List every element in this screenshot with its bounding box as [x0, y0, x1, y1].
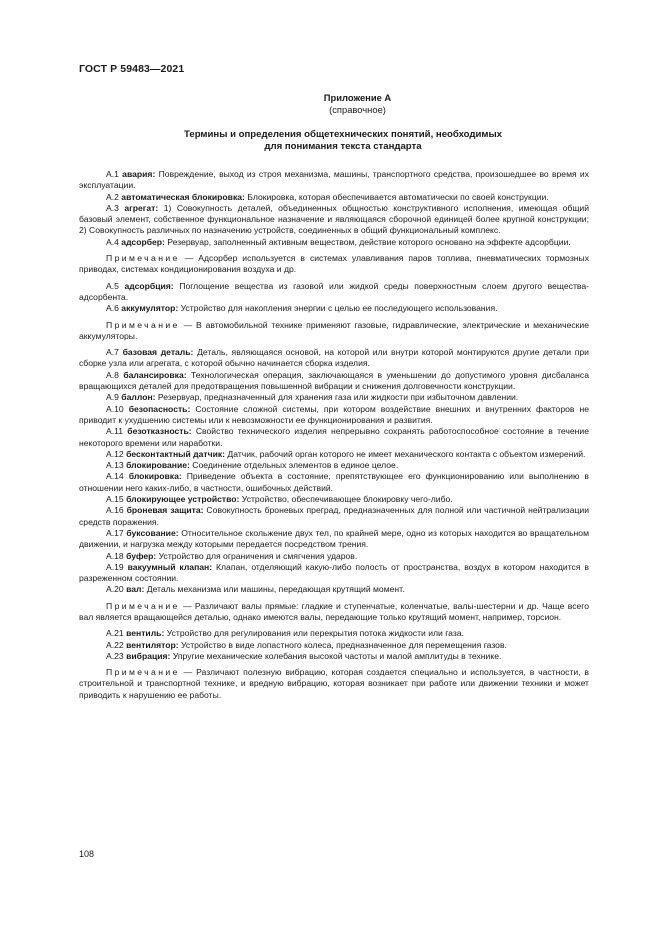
definition-item [79, 651, 589, 662]
page-number: 108 [79, 849, 95, 859]
definition-item [79, 460, 589, 471]
definition-text: Устройство для накопления энергии с целью ее последующего использования. [178, 303, 498, 314]
definition-term: баллон: [121, 392, 156, 403]
definition-number: А.17 [106, 527, 124, 538]
definition-text: Резервуар, предназначенный для хранения газа или жидкости при избыточном давлении. [155, 392, 519, 403]
note-label: Примечание [106, 600, 180, 611]
appendix-title: Приложение А [323, 92, 392, 103]
definition-text: Устройство, обеспечивающее блокировку чего-либо. [239, 494, 453, 505]
definition-text: Повреждение, выход из строя механизма, машины, транспортного средства, произошедшее во время их эксплуатации. [79, 169, 590, 191]
definition-number: А.22 [106, 639, 124, 650]
definition-number: А.1 [106, 169, 119, 179]
definition-text: Поглощение вещества из газовой или жидкой среды поверхностным слоем другого вещества-адсорбента. [79, 280, 590, 302]
definition-term: авария: [122, 169, 156, 179]
definition-term: балансировка: [123, 369, 187, 380]
definition-term: вентиль: [126, 628, 165, 639]
definition-term: автоматическая блокировка: [121, 191, 245, 202]
definition-item [79, 237, 589, 248]
definition-term: вакуумный клапан: [127, 561, 213, 572]
note-label: Примечание [106, 253, 180, 264]
definition-text: Устройство для регулирования или перекрытия потока жидкости или газа. [164, 628, 464, 639]
definition-number: А.16 [106, 505, 124, 516]
definition-term: адсорбер: [121, 236, 165, 247]
definition-term: буксование: [126, 527, 179, 538]
definition-term: вентилятор: [126, 639, 179, 650]
definition-text: Датчик, рабочий орган которого не имеет механического контакта с объектом измерений. [225, 448, 586, 459]
definition-text: Приведение объекта в состояние, препятствующее его функционированию или выполнению в отношении него каких-либо, в частности, ошибочных действий. [79, 471, 589, 493]
definition-number: А.7 [106, 347, 119, 358]
definition-item [79, 303, 589, 314]
note-text: — В автомобильной технике применяют газовые, гидравлические, электрические и механические аккумуляторы. [79, 319, 589, 341]
section-heading [79, 129, 607, 154]
definition-item [79, 640, 589, 651]
definition-number: А.3 [106, 202, 119, 213]
definition-term: буфер: [126, 550, 157, 561]
definition-text: Состояние сложной системы, при котором воздействие внешних и внутренних факторов не приводит к ухудшению системы или к невозможности ее функционирования и развития. [79, 403, 590, 425]
definition-term: базовая деталь: [122, 347, 194, 358]
definition-text: Резервуар, заполненный активным веществом, действие которого основано на эффекте адсорбции. [164, 236, 571, 247]
definition-term: вибрация: [126, 650, 171, 661]
definition-text: Клапан, отделяющий какую-либо полость от пространства, воздух в котором находится в разреженном состоянии. [79, 561, 589, 584]
definition-number: А.18 [106, 550, 124, 561]
definition-term: броневая защита: [126, 505, 204, 516]
definition-number: А.15 [106, 494, 124, 505]
definition-item [79, 426, 589, 449]
definition-item [79, 203, 589, 237]
definition-item [79, 584, 589, 595]
heading-line-1: Термины и определения общетехнических понятий, необходимых [183, 129, 503, 140]
note-label: Примечание [106, 319, 180, 330]
definition-number: А.20 [106, 584, 124, 595]
definition-item [79, 169, 589, 192]
definition-text: Технологическая операция, заключающаяся в уменьшении до допустимого уровня дисбаланса вращающихся деталей для предотвращения повышенной вибрации и снижения долговечности конструкции. [79, 369, 589, 392]
definition-text: Совокупность броневых преград, предназначенных для полной или частичной нейтрализации средств поражения. [79, 505, 589, 527]
document-id: ГОСТ Р 59483—2021 [79, 63, 185, 75]
definition-number: А.4 [106, 236, 119, 247]
definition-term: бесконтактный датчик: [126, 448, 226, 459]
definition-item [79, 494, 589, 505]
definition-text: Блокировка, которая обеспечивается автоматически по своей конструкции. [244, 191, 549, 202]
definition-term: блокировка: [128, 471, 182, 482]
definition-item [79, 404, 589, 427]
definition-number: А.23 [106, 650, 124, 661]
definition-item [79, 370, 589, 393]
note-paragraph [79, 601, 589, 624]
definition-term: блокирующее устройство: [126, 494, 240, 505]
definition-text: Свойство технического изделия непрерывно сохранять работоспособное состояние в течение некоторого времени или наработки. [79, 426, 589, 448]
definition-term: агрегат: [124, 202, 159, 213]
definition-item [79, 392, 589, 403]
note-paragraph [79, 253, 589, 276]
definition-item [79, 551, 589, 562]
definition-number: А.14 [106, 471, 124, 482]
note-paragraph [79, 667, 589, 701]
definition-item [79, 449, 589, 460]
definition-text: Соединение отдельных элементов в единое целое. [189, 460, 399, 471]
appendix-subtitle: (справочное) [329, 104, 386, 115]
definition-term: аккумулятор: [121, 303, 179, 314]
definition-number: А.13 [106, 460, 124, 471]
definition-number: А.8 [106, 369, 119, 380]
definition-number: А.11 [106, 426, 124, 437]
definition-item [79, 192, 589, 203]
definition-number: А.5 [106, 280, 119, 291]
definition-term: безотказность: [127, 426, 192, 437]
definition-text: 1) Совокупность деталей, объединенных общностью конструктивного исполнения, имеющая общий базовый элемент, собственное функциональное назначение и являющаяся сборочной единицей более крупной конструкции; 2) Совокупность различных по назначению устройств, соединенных в общий функциональный комплекс. [79, 202, 589, 236]
definition-item [79, 528, 589, 551]
definition-item [79, 471, 589, 494]
definition-text: Устройство в виде лопастного колеса, предназначенное для перемещения газов. [178, 639, 507, 650]
definitions-list [79, 169, 589, 706]
definition-text: Упругие механические колебания высокой частоты и малой амплитуды в технике. [170, 650, 502, 661]
definition-text: Относительное скольжение двух тел, по крайней мере, одно из которых находится во вращательном движении, и нагрузка между которыми передается посредством трения. [79, 527, 589, 550]
definition-number: А.12 [106, 448, 124, 459]
definition-text: Деталь, являющаяся основой, на которой или внутри которой монтируются другие детали при сборке узла или агрегата, с которой обычно начинается сборка изделия. [79, 347, 589, 369]
definition-text: Устройство для ограничения и смягчения ударов. [156, 550, 358, 561]
definition-item [79, 347, 589, 370]
definition-number: А.21 [106, 628, 124, 639]
definition-text: Деталь механизма или машины, передающая крутящий момент. [144, 584, 405, 595]
definition-number: А.19 [106, 561, 124, 572]
definition-term: адсорбция: [124, 280, 174, 291]
note-text: — Адсорбер используется в системах улавливания паров топлива, пневматических тормозных приводах, системах кондиционирования воздуха и др. [79, 253, 589, 275]
definition-term: безопасность: [128, 403, 191, 414]
heading-line-2: для понимания текста стандарта [264, 141, 422, 153]
note-text: — Различают полезную вибрацию, которая создается специально и используется, в частности, в строительной и транспортной технике, и вредную вибрацию, которая возникает при работе или движении техники и может приводить к нарушению ее работы. [79, 667, 589, 700]
note-label: Примечание [106, 667, 180, 678]
definition-item [79, 505, 589, 528]
note-paragraph [79, 320, 589, 343]
definition-number: А.10 [106, 403, 124, 414]
definition-number: А.2 [106, 191, 119, 202]
definition-number: А.9 [106, 392, 119, 403]
note-text: — Различают валы прямые: гладкие и ступенчатые, коленчатые, валы-шестерни и др. Чаще всего вал является вращающейся деталью, однако имеются валы, передающие только крутящий момент, например, торсион. [79, 600, 589, 622]
definition-item [79, 281, 589, 304]
definition-item [79, 562, 589, 585]
definition-number: А.6 [106, 303, 119, 314]
definition-item [79, 628, 589, 639]
definition-term: вал: [126, 584, 145, 595]
definition-term: блокирование: [126, 460, 190, 471]
